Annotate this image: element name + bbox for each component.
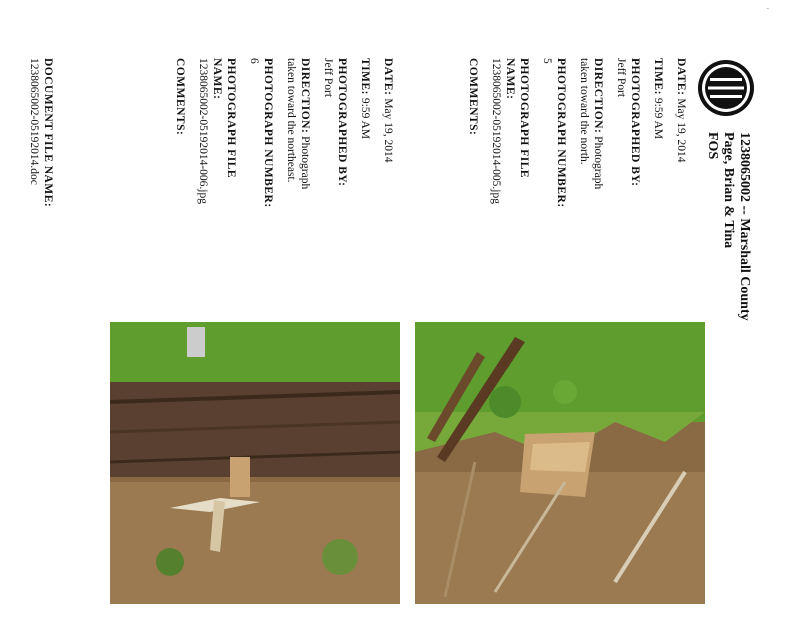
photo-number-row — [540, 58, 568, 213]
header-owner: Page, Brian & Tina — [721, 132, 736, 249]
photographed-by-value: Jeff Port — [322, 58, 334, 98]
photo-number-row — [247, 58, 275, 213]
photograph-number-value: 6 — [248, 58, 260, 64]
direction-label: DIRECTION: — [592, 58, 604, 134]
comments-row — [466, 58, 480, 213]
comments-label: COMMENTS: — [467, 58, 479, 136]
date-row — [381, 58, 395, 213]
photographer-row — [614, 58, 642, 213]
date-label: DATE: — [382, 58, 394, 96]
document-file-name-label: DOCUMENT FILE NAME: — [42, 58, 54, 208]
photograph-number-label: PHOTOGRAPH NUMBER: — [262, 58, 274, 208]
site-photo-5 — [415, 322, 705, 604]
header-site-id: 1238065002 -- Marshall County — [737, 132, 752, 321]
comments-label: COMMENTS: — [174, 58, 186, 136]
document-file-name-value: 1238065002-05192014.doc — [28, 58, 40, 185]
time-row — [358, 58, 372, 213]
agency-seal-logo — [696, 58, 756, 118]
photo-file-row — [196, 58, 238, 213]
site-header — [704, 132, 752, 452]
photograph-file-name-value: 1238065002-05192014-005.jpg — [490, 58, 502, 204]
photo-file-row — [489, 58, 531, 213]
direction-value: Photograph taken toward the northeast. — [285, 58, 311, 190]
photo-record-5 — [457, 58, 688, 213]
time-value: 9:59 AM — [359, 97, 371, 140]
photograph-file-name-label: PHOTOGRAPH FILE NAME: — [211, 58, 237, 179]
date-label: DATE: — [675, 58, 687, 96]
photograph-file-name-label: PHOTOGRAPH FILE NAME: — [504, 58, 530, 179]
photograph-number-label: PHOTOGRAPH NUMBER: — [555, 58, 567, 208]
photograph-file-name-value: 1238065002-05192014-006.jpg — [197, 58, 209, 204]
photographed-by-label: PHOTOGRAPHED BY: — [629, 58, 641, 187]
comments-row — [173, 58, 187, 213]
photographer-row — [321, 58, 349, 213]
site-photo-6 — [110, 322, 400, 604]
direction-row — [284, 58, 312, 213]
time-value: 9:59 AM — [652, 97, 664, 140]
photographed-by-value: Jeff Port — [615, 58, 627, 98]
time-label: TIME: — [359, 58, 371, 95]
margin-mark: ' — [761, 8, 770, 10]
photograph-number-value: 5 — [541, 58, 553, 64]
header-doc-type: FOS — [705, 132, 720, 160]
time-label: TIME: — [652, 58, 664, 95]
direction-value: Photograph taken toward the north. — [578, 58, 604, 190]
direction-row — [577, 58, 605, 213]
time-row — [651, 58, 665, 213]
document-file-name — [27, 58, 55, 258]
direction-label: DIRECTION: — [299, 58, 311, 134]
date-row — [674, 58, 688, 213]
date-value: May 19, 2014 — [382, 98, 394, 163]
date-value: May 19, 2014 — [675, 98, 687, 163]
photographed-by-label: PHOTOGRAPHED BY: — [336, 58, 348, 187]
photo-record-6 — [164, 58, 395, 213]
